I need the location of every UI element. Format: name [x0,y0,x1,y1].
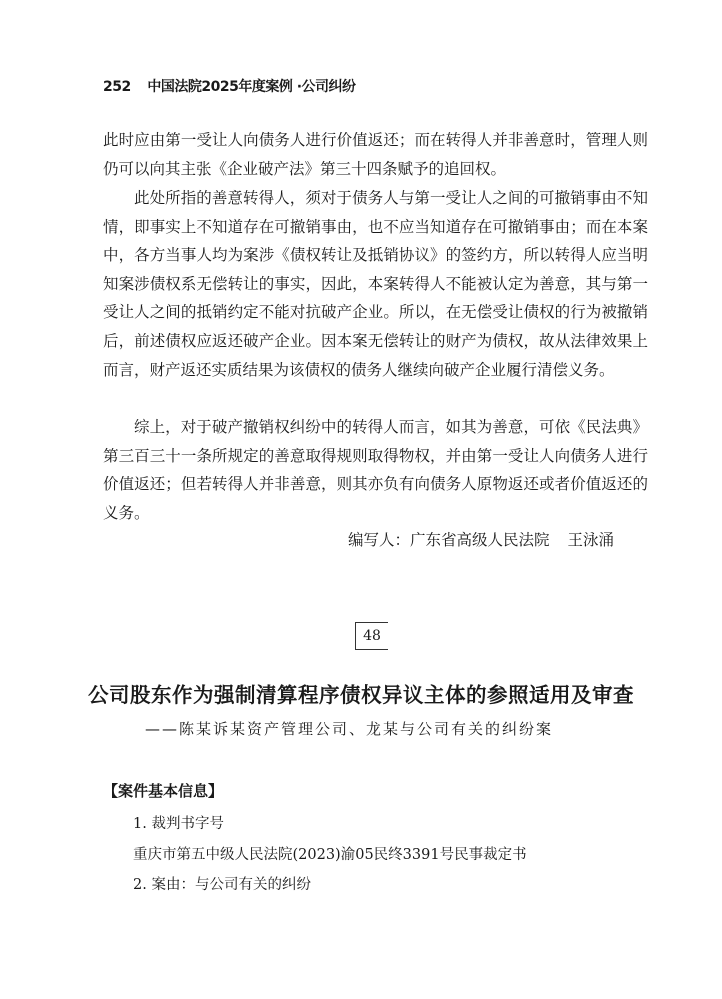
author-label: 编写人：广东省高级人民法院 [348,531,550,549]
page-number: 252 [103,79,131,95]
info-item: 2. 案由：与公司有关的纠纷 [133,877,311,893]
info-item: 1. 裁判书字号 [133,816,224,832]
section-heading: 【案件基本信息】 [103,782,224,800]
case-title: 公司股东作为强制清算程序债权异议主体的参照适用及审查 [88,683,634,707]
paragraph-2: 此处所指的善意转得人，须对于债务人与第一受让人之间的可撤销事由不知情，即事实上不知道存在可撤销事由，也不应当知道存在可撤销事由；而在本案中，各方当事人均为案涉《债权转让及抵销协议》的签约方，所以转得人应当明知案涉债权系无偿转让的事实，因此，本案转得人不能被认定为善意，其与第一受让人之间的抵销约定不能对抗破产企业。所以，在无偿受让债权的行为被撤销后，前述债权应返还破产企业。因本案无偿转让的财产为债权，故从法律效果上而言，财产返还实质结果为该债权的债务人继续向破产企业履行清偿义务。 [103,189,648,379]
paragraph-1: 此时应由第一受让人向债务人进行价值返还；而在转得人并非善意时，管理人则仍可以向其主张《企业破产法》第三十四条赋予的追回权。 [103,131,648,178]
author-line [348,528,614,550]
running-title: 中国法院2025年度案例 ·公司纠纷 [147,79,356,95]
case-number-box: 48 [355,622,388,650]
paragraph-3: 综上，对于破产撤销权纠纷中的转得人而言，如其为善意，可依《民法典》第三百三十一条所规定的善意取得规则取得物权，并由第一受让人向债务人进行价值返还；但若转得人并非善意，则其亦负有向债务人原物返还或者价值返还的义务。 [103,418,648,522]
author-name: 王泳涌 [567,531,615,549]
case-subtitle: ——陈某诉某资产管理公司、龙某与公司有关的纠纷案 [145,720,554,738]
page-header [103,76,356,96]
info-item: 重庆市第五中级人民法院(2023)渝05民终3391号民事裁定书 [133,847,527,863]
